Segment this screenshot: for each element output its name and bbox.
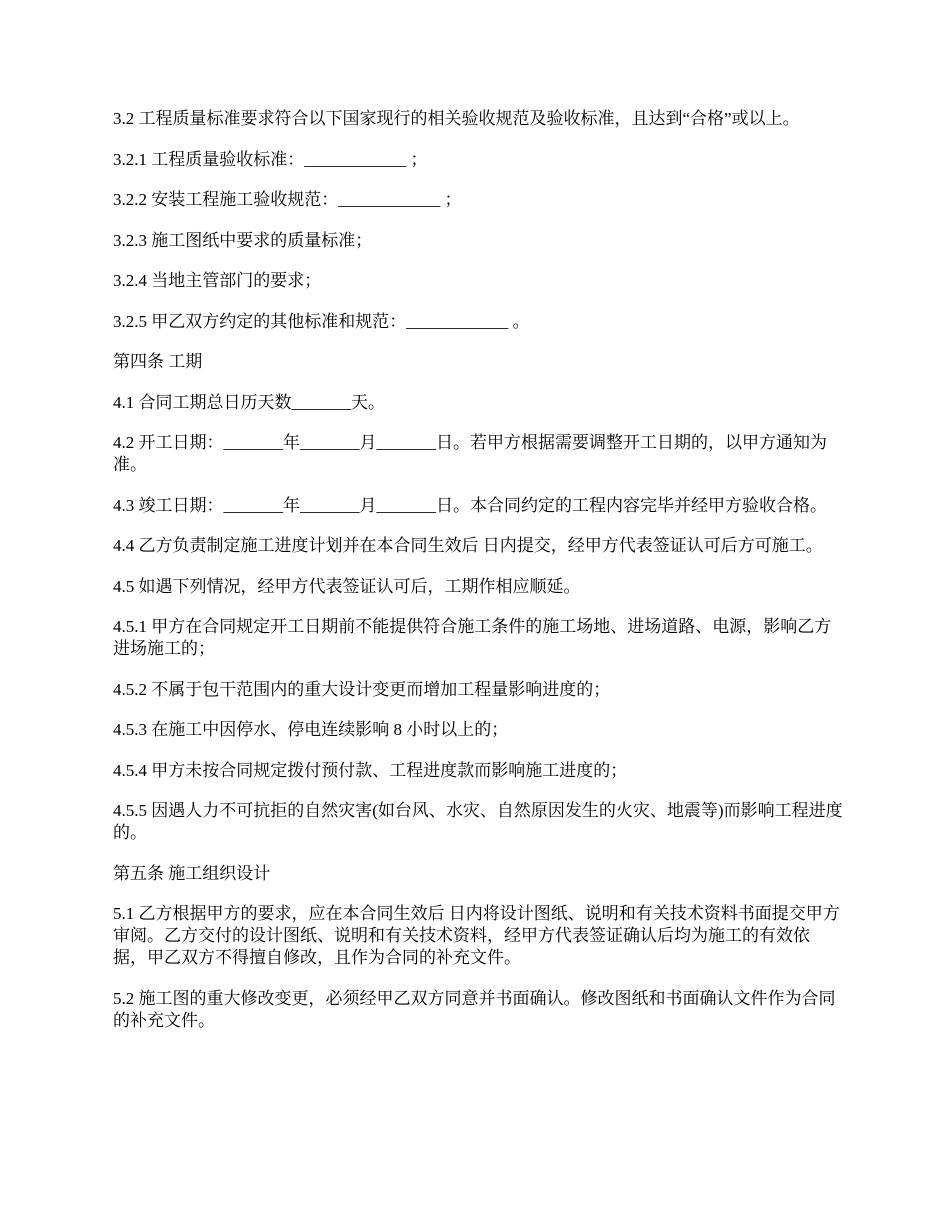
clause-3-2-4: 3.2.4 当地主管部门的要求；	[113, 271, 322, 290]
clause-4-5: 4.5 如遇下列情况，经甲方代表签证认可后，工期作相应顺延。	[113, 576, 581, 596]
clause-3-2: 3.2 工程质量标准要求符合以下国家现行的相关验收规范及验收标准，且达到“合格”或以上。	[113, 109, 800, 128]
clause-5-1: 5.1 乙方根据甲方的要求，应在本合同生效后 日内将设计图纸、说明和有关技术资料书面提交甲方审阅。乙方交付的设计图纸、说明和有关技术资料，经甲方代表签证确认后均为施工的有效依据，甲乙双方不得擅自修改，且作为合同的补充文件。	[113, 904, 840, 967]
clause-4-1: 4.1 合同工期总日历天数_______天。	[113, 392, 385, 412]
clause-4-5-3: 4.5.3 在施工中因停水、停电连续影响 8 小时以上的；	[113, 720, 509, 739]
clause-3-2-5: 3.2.5 甲乙双方约定的其他标准和规范：____________ 。	[113, 311, 530, 331]
document-page	[113, 108, 843, 1050]
clause-4-2: 4.2 开工日期：_______年_______月_______日。若甲方根据需要调整开工日期的，以甲方通知为准。	[113, 433, 827, 474]
clause-4-5-1: 4.5.1 甲方在合同规定开工日期前不能提供符合施工条件的施工场地、进场道路、电源，影响乙方进场施工的；	[113, 617, 832, 658]
article-4-heading: 第四条 工期	[113, 352, 203, 371]
clause-4-5-2: 4.5.2 不属于包干范围内的重大设计变更而增加工程量影响进度的；	[113, 679, 611, 699]
clause-3-2-3: 3.2.3 施工图纸中要求的质量标准；	[113, 230, 373, 250]
clause-3-2-2: 3.2.2 安装工程施工验收规范：____________ ；	[113, 190, 462, 209]
article-5-heading: 第五条 施工组织设计	[113, 863, 271, 883]
clause-4-3: 4.3 竣工日期：_______年_______月_______日。本合同约定的工程内容完毕并经甲方验收合格。	[113, 495, 827, 515]
clause-4-4: 4.4 乙方负责制定施工进度计划并在本合同生效后 日内提交，经甲方代表签证认可后方可施工。	[113, 536, 823, 555]
clause-4-5-4: 4.5.4 甲方未按合同规定拨付预付款、工程进度款而影响施工进度的；	[113, 760, 628, 780]
clause-4-5-5: 4.5.5 因遇人力不可抗拒的自然灾害(如台风、水灾、自然原因发生的火灾、地震等)而影响工程进度的。	[113, 801, 843, 842]
clause-5-2: 5.2 施工图的重大修改变更，必须经甲乙双方同意并书面确认。修改图纸和书面确认文件作为合同的补充文件。	[113, 988, 836, 1030]
clause-3-2-1: 3.2.1 工程质量验收标准：____________ ；	[113, 149, 428, 169]
